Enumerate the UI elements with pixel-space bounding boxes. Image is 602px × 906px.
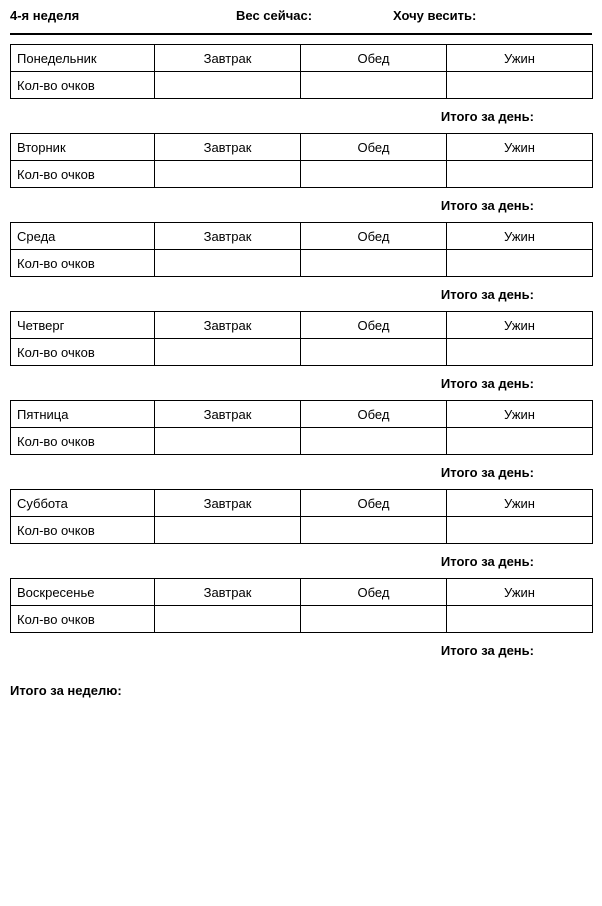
day-table bbox=[10, 489, 593, 544]
day-total-label: Итого за день: bbox=[440, 554, 534, 569]
day-table bbox=[10, 311, 593, 366]
day-name-cell: Суббота bbox=[11, 490, 155, 517]
week-total-label: Итого за неделю: bbox=[10, 683, 122, 698]
points-breakfast-input[interactable] bbox=[155, 517, 301, 544]
meal-breakfast-header: Завтрак bbox=[155, 312, 301, 339]
meal-dinner-header: Ужин bbox=[447, 579, 593, 606]
points-dinner-input[interactable] bbox=[447, 339, 593, 366]
points-lunch-input[interactable] bbox=[301, 606, 447, 633]
table-row bbox=[11, 401, 593, 428]
day-total-label: Итого за день: bbox=[440, 109, 534, 124]
day-block-tuesday bbox=[10, 133, 592, 222]
day-block-sunday bbox=[10, 578, 592, 667]
day-total-label: Итого за день: bbox=[440, 643, 534, 658]
day-total-label: Итого за день: bbox=[440, 287, 534, 302]
table-row bbox=[11, 339, 593, 366]
day-block-saturday bbox=[10, 489, 592, 578]
points-breakfast-input[interactable] bbox=[155, 250, 301, 277]
points-lunch-input[interactable] bbox=[301, 339, 447, 366]
meal-lunch-header: Обед bbox=[301, 401, 447, 428]
table-row bbox=[11, 579, 593, 606]
day-name-cell: Вторник bbox=[11, 134, 155, 161]
weight-goal-label: Хочу весить: bbox=[393, 8, 477, 23]
day-total-label: Итого за день: bbox=[440, 376, 534, 391]
table-row bbox=[11, 250, 593, 277]
table-row bbox=[11, 161, 593, 188]
points-row-label: Кол-во очков bbox=[11, 606, 155, 633]
points-dinner-input[interactable] bbox=[447, 428, 593, 455]
table-row bbox=[11, 72, 593, 99]
meal-breakfast-header: Завтрак bbox=[155, 490, 301, 517]
table-row bbox=[11, 134, 593, 161]
day-block-wednesday bbox=[10, 222, 592, 311]
points-row-label: Кол-во очков bbox=[11, 339, 155, 366]
points-row-label: Кол-во очков bbox=[11, 250, 155, 277]
day-table bbox=[10, 400, 593, 455]
meal-lunch-header: Обед bbox=[301, 45, 447, 72]
week-label: 4-я неделя bbox=[10, 8, 80, 23]
meal-breakfast-header: Завтрак bbox=[155, 45, 301, 72]
day-table bbox=[10, 222, 593, 277]
meal-dinner-header: Ужин bbox=[447, 134, 593, 161]
points-lunch-input[interactable] bbox=[301, 517, 447, 544]
day-total-label: Итого за день: bbox=[440, 465, 534, 480]
day-table bbox=[10, 44, 593, 99]
day-name-cell: Четверг bbox=[11, 312, 155, 339]
meal-lunch-header: Обед bbox=[301, 490, 447, 517]
page-header bbox=[0, 0, 602, 34]
meal-breakfast-header: Завтрак bbox=[155, 579, 301, 606]
table-row bbox=[11, 223, 593, 250]
points-breakfast-input[interactable] bbox=[155, 428, 301, 455]
meal-lunch-header: Обед bbox=[301, 134, 447, 161]
points-dinner-input[interactable] bbox=[447, 72, 593, 99]
meal-breakfast-header: Завтрак bbox=[155, 401, 301, 428]
day-block-thursday bbox=[10, 311, 592, 400]
points-dinner-input[interactable] bbox=[447, 161, 593, 188]
day-name-cell: Среда bbox=[11, 223, 155, 250]
table-row bbox=[11, 606, 593, 633]
day-name-cell: Пятница bbox=[11, 401, 155, 428]
meal-lunch-header: Обед bbox=[301, 579, 447, 606]
points-lunch-input[interactable] bbox=[301, 72, 447, 99]
points-dinner-input[interactable] bbox=[447, 517, 593, 544]
meal-dinner-header: Ужин bbox=[447, 45, 593, 72]
points-dinner-input[interactable] bbox=[447, 606, 593, 633]
points-dinner-input[interactable] bbox=[447, 250, 593, 277]
points-lunch-input[interactable] bbox=[301, 428, 447, 455]
day-table bbox=[10, 578, 593, 633]
meal-dinner-header: Ужин bbox=[447, 490, 593, 517]
points-row-label: Кол-во очков bbox=[11, 72, 155, 99]
points-row-label: Кол-во очков bbox=[11, 517, 155, 544]
table-row bbox=[11, 45, 593, 72]
points-lunch-input[interactable] bbox=[301, 161, 447, 188]
points-row-label: Кол-во очков bbox=[11, 428, 155, 455]
points-breakfast-input[interactable] bbox=[155, 606, 301, 633]
meal-lunch-header: Обед bbox=[301, 223, 447, 250]
day-name-cell: Воскресенье bbox=[11, 579, 155, 606]
table-row bbox=[11, 490, 593, 517]
table-row bbox=[11, 312, 593, 339]
meal-breakfast-header: Завтрак bbox=[155, 134, 301, 161]
meal-dinner-header: Ужин bbox=[447, 312, 593, 339]
points-breakfast-input[interactable] bbox=[155, 161, 301, 188]
table-row bbox=[11, 517, 593, 544]
points-breakfast-input[interactable] bbox=[155, 72, 301, 99]
day-block-friday bbox=[10, 400, 592, 489]
table-row bbox=[11, 428, 593, 455]
meal-dinner-header: Ужин bbox=[447, 401, 593, 428]
weight-now-label: Вес сейчас: bbox=[236, 8, 313, 23]
day-total-label: Итого за день: bbox=[440, 198, 534, 213]
day-table bbox=[10, 133, 593, 188]
header-spacer bbox=[0, 34, 602, 44]
meal-lunch-header: Обед bbox=[301, 312, 447, 339]
points-lunch-input[interactable] bbox=[301, 250, 447, 277]
points-breakfast-input[interactable] bbox=[155, 339, 301, 366]
day-block-monday bbox=[10, 44, 592, 133]
points-row-label: Кол-во очков bbox=[11, 161, 155, 188]
meal-breakfast-header: Завтрак bbox=[155, 223, 301, 250]
header-divider bbox=[10, 33, 592, 35]
meal-dinner-header: Ужин bbox=[447, 223, 593, 250]
day-name-cell: Понедельник bbox=[11, 45, 155, 72]
